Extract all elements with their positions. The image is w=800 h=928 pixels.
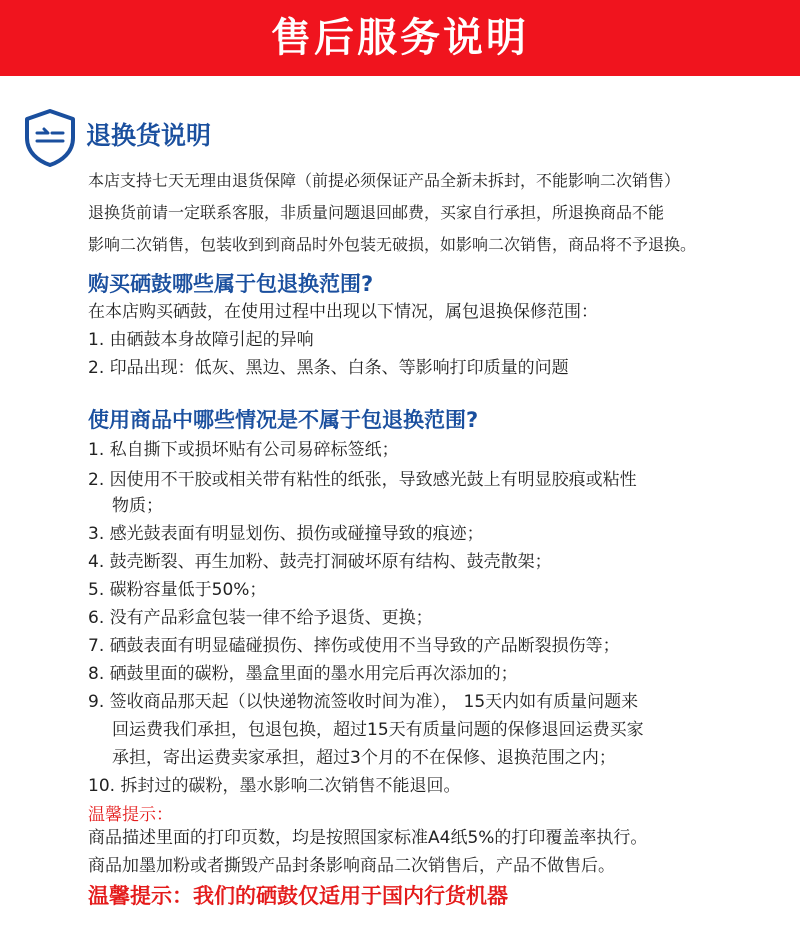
header-banner xyxy=(0,0,800,76)
return-policy-line: 退换货前请一定联系客服，非质量问题退回邮费，买家自行承担，所退换商品不能 xyxy=(88,203,665,222)
notice-line: 商品描述里面的打印页数，均是按照国家标准A4纸5%的打印覆盖率执行。 xyxy=(88,828,648,848)
final-tip: 温馨提示：我们的硒鼓仅适用于国内行货机器 xyxy=(88,884,508,908)
return-policy-title: 退换货说明 xyxy=(86,121,212,150)
not-covered-item-continued: 物质； xyxy=(112,496,163,516)
covered-item: 1. 由硒鼓本身故障引起的异响 xyxy=(88,330,314,350)
not-covered-item-continued: 回运费我们承担，包退包换，超过15天有质量问题的保修退回运费买家 xyxy=(112,720,644,740)
not-covered-item: 7. 硒鼓表面有明显磕碰损伤、摔伤或使用不当导致的产品断裂损伤等； xyxy=(88,636,620,656)
not-covered-item: 10. 拆封过的碳粉，墨水影响二次销售不能退回。 xyxy=(88,776,461,796)
shield-icon xyxy=(22,108,78,168)
not-covered-item: 8. 硒鼓里面的碳粉，墨盒里面的墨水用完后再次添加的； xyxy=(88,664,518,684)
return-policy-line: 本店支持七天无理由退货保障（前提必须保证产品全新未拆封，不能影响二次销售） xyxy=(88,171,681,190)
page-title: 售后服务说明 xyxy=(271,15,529,61)
not-covered-heading: 使用商品中哪些情况是不属于包退换范围? xyxy=(88,408,479,432)
return-policy-line: 影响二次销售，包装收到到商品时外包装无破损，如影响二次销售，商品将不予退换。 xyxy=(88,235,697,254)
not-covered-item: 5. 碳粉容量低于50%； xyxy=(88,580,267,600)
covered-heading: 购买硒鼓哪些属于包退换范围? xyxy=(88,272,374,296)
not-covered-item: 1. 私自撕下或损坏贴有公司易碎标签纸； xyxy=(88,440,399,460)
not-covered-item: 2. 因使用不干胶或相关带有粘性的纸张，导致感光鼓上有明显胶痕或粘性 xyxy=(88,470,637,490)
not-covered-item: 6. 没有产品彩盒包装一律不给予退货、更换； xyxy=(88,608,433,628)
notice-label: 温馨提示： xyxy=(88,805,173,825)
not-covered-item: 3. 感光鼓表面有明显划伤、损伤或碰撞导致的痕迹； xyxy=(88,524,484,544)
covered-intro: 在本店购买硒鼓，在使用过程中出现以下情况，属包退换保修范围： xyxy=(88,302,598,322)
not-covered-item: 9. 签收商品那天起（以快递物流签收时间为准）， 15天内如有质量问题来 xyxy=(88,692,639,712)
notice-line: 商品加墨加粉或者撕毁产品封条影响商品二次销售后，产品不做售后。 xyxy=(88,856,615,876)
covered-item: 2. 印品出现：低灰、黑边、黑条、白条、等影响打印质量的问题 xyxy=(88,358,569,378)
not-covered-item-continued: 承担，寄出运费卖家承担，超过3个月的不在保修、退换范围之内； xyxy=(112,748,616,768)
not-covered-item: 4. 鼓壳断裂、再生加粉、鼓壳打洞破坏原有结构、鼓壳散架； xyxy=(88,552,552,572)
